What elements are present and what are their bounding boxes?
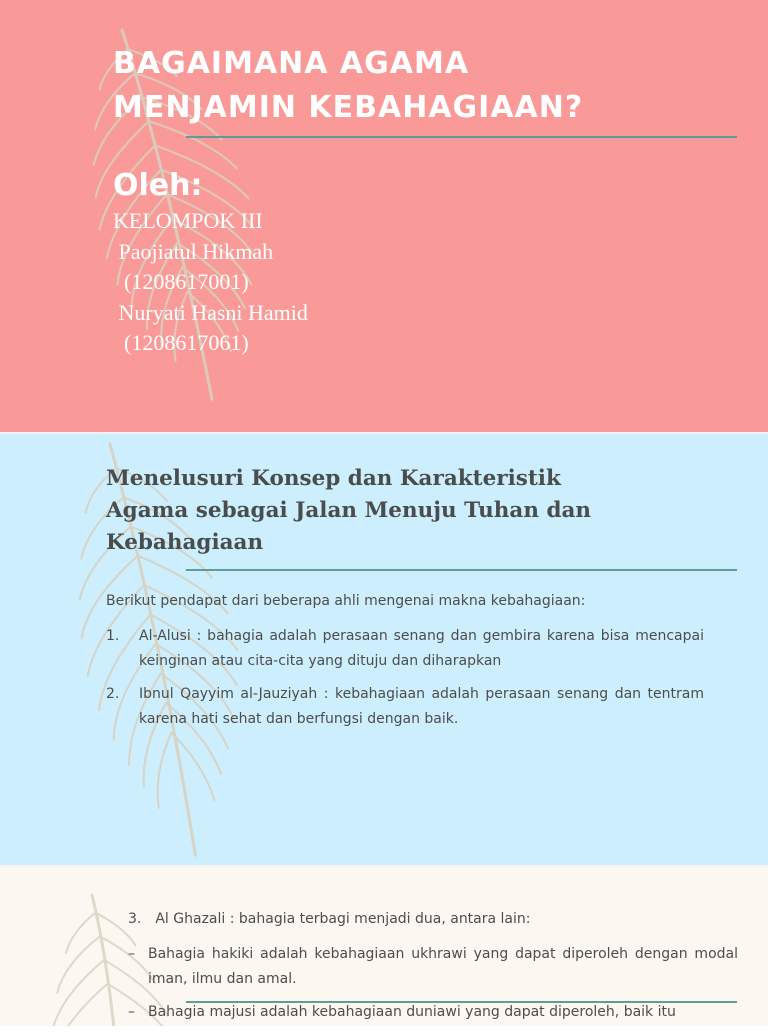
oleh-label: Oleh: (113, 168, 203, 203)
divider-rule (186, 569, 737, 571)
title-line: BAGAIMANA AGAMA (113, 46, 470, 81)
item-text: Al Ghazali : bahagia terbagi menjadi dua, antara lain: (155, 911, 531, 927)
title-slide (0, 0, 768, 432)
definition-list (106, 624, 704, 740)
item-text: Bahagia hakiki adalah kebahagiaan ukhrawi yang dapat diperoleh dengan modal iman, ilmu dan amal. (148, 946, 738, 987)
item-text: Ibnul Qayyim al-Jauziyah : kebahagiaan adalah perasaan senang dan tentram karena hati sehat dan berfungsi dengan baik. (139, 686, 704, 727)
list-item (128, 911, 531, 927)
author-name: Nuryati Hasni Hamid (113, 299, 308, 325)
group-name: KELOMPOK III (113, 208, 263, 233)
title-line: MENJAMIN KEBAHAGIAAN? (113, 90, 584, 125)
item-text: Bahagia majusi adalah kebahagiaan duniawi yang dapat diperoleh, baik itu (148, 1004, 676, 1020)
heading-line: Menelusuri Konsep dan Karakteristik (106, 466, 561, 491)
item-number: 2. (106, 686, 120, 702)
author-id: (1208617001) (113, 269, 249, 294)
list-item (106, 624, 704, 674)
divider-rule (186, 1001, 737, 1003)
intro-text: Berikut pendapat dari beberapa ahli mengenai makna kebahagiaan: (106, 593, 586, 609)
author-name: Paojiatul Hikmah (113, 238, 274, 264)
section-heading (106, 463, 591, 559)
sub-list (128, 942, 738, 1033)
item-number: 1. (106, 628, 120, 644)
bullet-marker: – (128, 1004, 135, 1020)
sub-list-item (128, 1000, 738, 1025)
author-id: (1208617061) (113, 330, 249, 355)
heading-line: Kebahagiaan (106, 530, 264, 555)
heading-line: Agama sebagai Jalan Menuju Tuhan dan (106, 498, 592, 523)
divider-rule (186, 136, 737, 138)
list-item (106, 682, 704, 732)
sub-list-item (128, 942, 738, 992)
item-number: 3. (128, 911, 142, 927)
bullet-marker: – (128, 946, 135, 962)
item-text: Al-Alusi : bahagia adalah perasaan senang dan gembira karena bisa mencapai keinginan atau cita-cita yang dituju dan diharapkan (139, 628, 704, 669)
author-block (113, 206, 308, 359)
slide-title (113, 42, 583, 130)
